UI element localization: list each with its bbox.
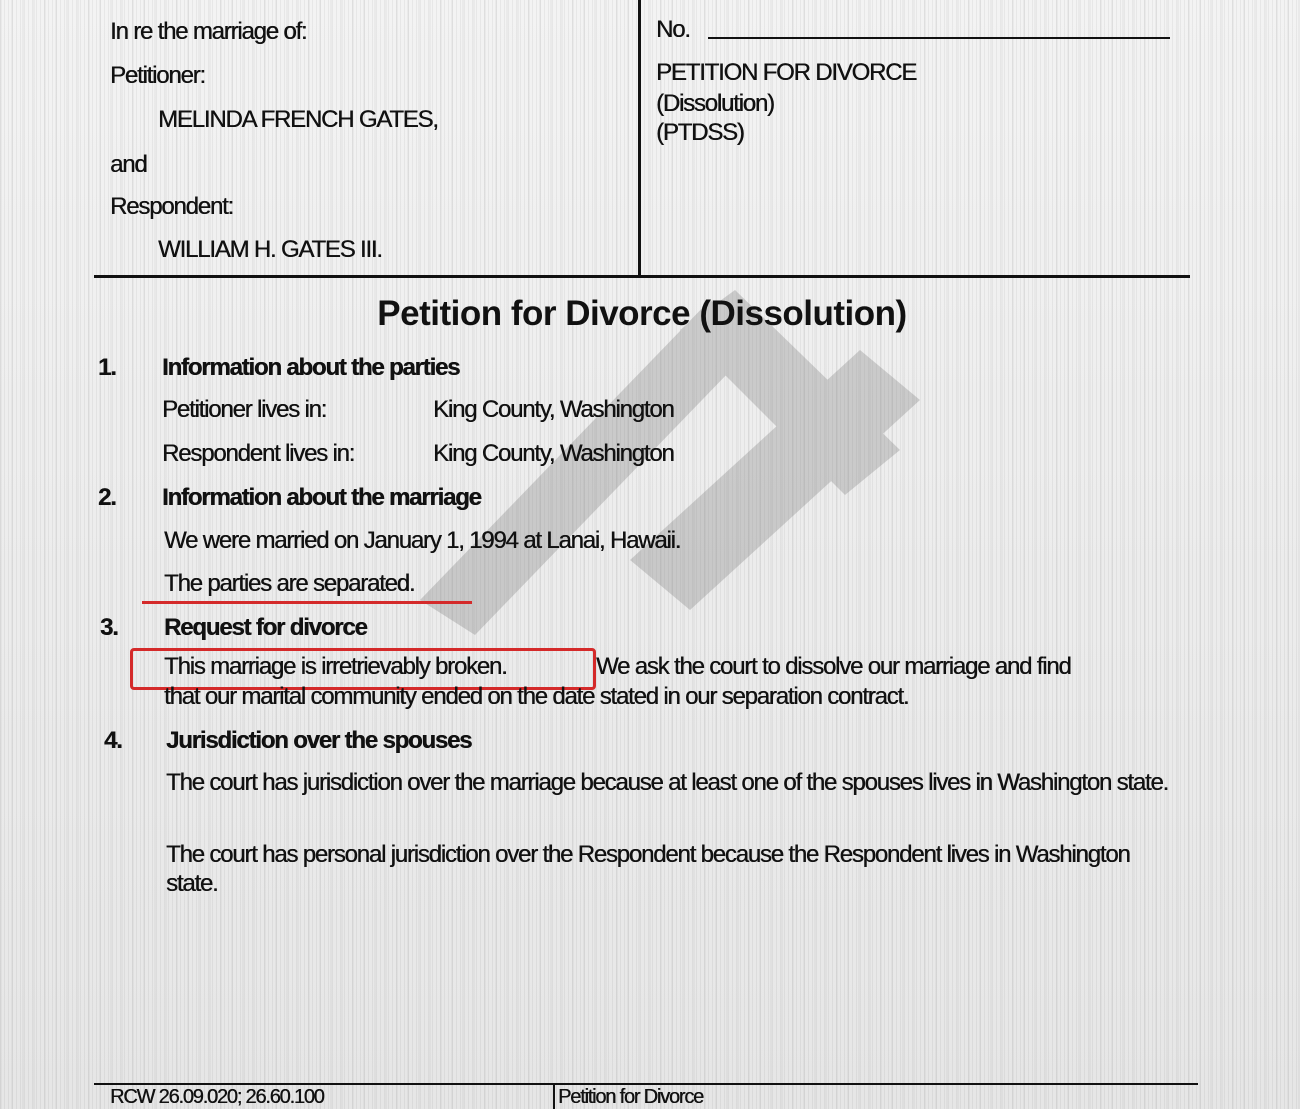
section-2-heading: Information about the marriage bbox=[162, 484, 481, 511]
caption-respondent-label: Respondent: bbox=[110, 193, 233, 220]
caption-in-re: In re the marriage of: bbox=[110, 18, 307, 45]
case-number-line bbox=[708, 37, 1170, 39]
form-subtitle: (Dissolution) bbox=[656, 90, 774, 117]
community-ended-text: that our marital community ended on the date stated in our separation contract. bbox=[164, 683, 909, 710]
respondent-residence-value: King County, Washington bbox=[433, 440, 674, 467]
section-3-heading: Request for divorce bbox=[164, 614, 367, 641]
footer-form-name: Petition for Divorce bbox=[558, 1086, 703, 1108]
caption-divider bbox=[638, 0, 641, 276]
petitioner-residence-value: King County, Washington bbox=[433, 396, 674, 423]
jurisdiction-respondent-text: The court has personal jurisdiction over the Respondent because the Respondent lives in Washington state. bbox=[166, 841, 1130, 897]
form-code: (PTDSS) bbox=[656, 119, 744, 146]
section-3-number: 3. bbox=[100, 614, 118, 641]
separation-text: The parties are separated. bbox=[164, 570, 415, 597]
petitioner-residence-label: Petitioner lives in: bbox=[162, 396, 327, 423]
broken-marriage-text: This marriage is irretrievably broken. bbox=[164, 653, 507, 680]
section-4-heading: Jurisdiction over the spouses bbox=[166, 727, 472, 754]
section-1-heading: Information about the parties bbox=[162, 354, 460, 381]
respondent-residence-label: Respondent lives in: bbox=[162, 440, 355, 467]
caption-respondent-name: WILLIAM H. GATES III. bbox=[158, 236, 382, 263]
document-title: Petition for Divorce (Dissolution) bbox=[377, 294, 907, 333]
section-2-number: 2. bbox=[98, 484, 116, 511]
footer-statute: RCW 26.09.020; 26.60.100 bbox=[110, 1086, 324, 1108]
footer-divider bbox=[553, 1083, 555, 1109]
footer-rule bbox=[94, 1083, 1198, 1085]
caption-petitioner-name: MELINDA FRENCH GATES, bbox=[158, 106, 438, 133]
section-4-number: 4. bbox=[104, 727, 122, 754]
section-1-number: 1. bbox=[98, 354, 116, 381]
caption-and: and bbox=[110, 151, 147, 178]
marriage-date-text: We were married on January 1, 1994 at Lanai, Hawaii. bbox=[164, 527, 681, 554]
case-number-label: No. bbox=[656, 16, 690, 43]
form-title: PETITION FOR DIVORCE bbox=[656, 59, 917, 86]
caption-bottom-rule bbox=[94, 275, 1190, 278]
dissolve-request-text: We ask the court to dissolve our marriage and find bbox=[596, 653, 1071, 680]
jurisdiction-marriage-text: The court has jurisdiction over the marriage because at least one of the spouses lives in Washington state. bbox=[166, 769, 1168, 796]
caption-petitioner-label: Petitioner: bbox=[110, 62, 205, 89]
separation-underline-annotation bbox=[142, 601, 472, 604]
